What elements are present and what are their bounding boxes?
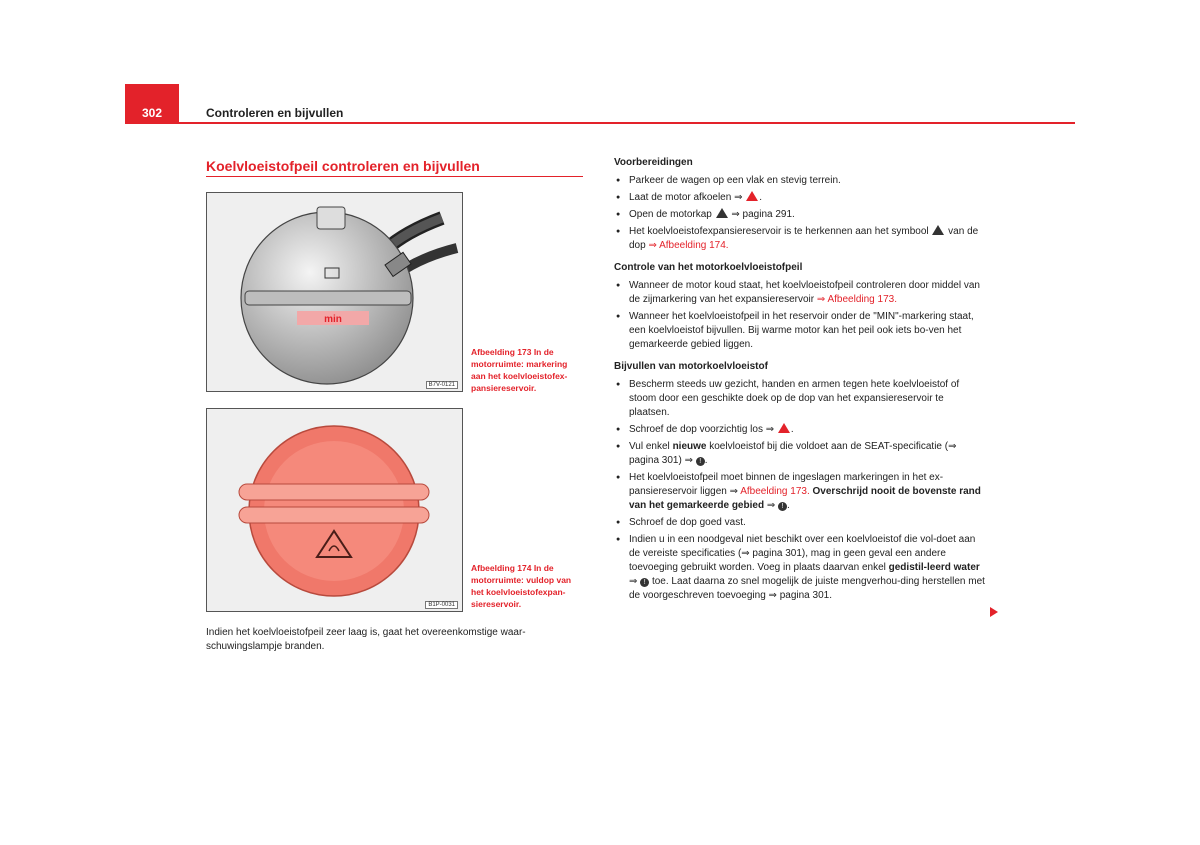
- page-number: 302: [141, 106, 163, 120]
- figure-174-link[interactable]: ⇒ Afbeelding 174.: [648, 240, 729, 251]
- hot-coolant-symbol-icon: [932, 225, 944, 235]
- filler-cap-illustration: [207, 409, 462, 611]
- list-item: ● Schroef de dop goed vast.: [614, 516, 986, 530]
- continue-arrow-icon: [990, 607, 998, 617]
- section-rule: [206, 176, 583, 177]
- list-item: ● Laat de motor afkoelen ⇒ .: [614, 191, 986, 205]
- figure-174: [206, 408, 463, 612]
- section-title: Koelvloeistofpeil controleren en bijvullen: [206, 158, 480, 174]
- list-item: ● Parkeer de wagen op een vlak en stevig terrein.: [614, 174, 986, 188]
- warning-icon: [716, 208, 728, 218]
- expansion-tank-illustration: [207, 193, 462, 391]
- min-marking-label: min: [324, 314, 342, 325]
- right-column: [614, 156, 986, 603]
- list-item: ● Open de motorkap ⇒ pagina 291.: [614, 208, 986, 222]
- list-item: ● Het koelvloeistofpeil moet binnen de ingeslagen markeringen in het ex-pansiereservoir liggen ⇒ Afbeelding 173. Overschrijd nooit de bovenste rand van het gemarkeerde gebied ⇒ ! .: [614, 471, 986, 513]
- running-title: Controleren en bijvullen: [206, 106, 344, 120]
- heading-refill-coolant: Bijvullen van motorkoelvloeistof: [614, 361, 768, 372]
- figure-173-caption: Afbeelding 173 In de motorruimte: markering aan het koelvloeistofex-pansiereservoir.: [471, 347, 568, 393]
- list-item: ● Wanneer de motor koud staat, het koelvloeistofpeil controleren door middel van de zijmarkering van het expansiereservoir ⇒ Afbeelding 173.: [614, 279, 986, 307]
- heading-check-coolant: Controle van het motorkoelvloeistofpeil: [614, 262, 803, 273]
- figure-173-link[interactable]: ⇒ Afbeelding 173.: [816, 294, 897, 305]
- warning-icon: [778, 423, 790, 433]
- note-icon: !: [640, 578, 649, 587]
- note-icon: !: [778, 502, 787, 511]
- list-item: ● Bescherm steeds uw gezicht, handen en armen tegen hete koelvloeistof of stoom door een geschikte doek op de dop van het expansiereservoir te plaatsen.: [614, 378, 986, 420]
- header-rule: [125, 122, 1075, 124]
- figure-173: [206, 192, 463, 392]
- figure-code: B7V-0121: [426, 381, 458, 389]
- list-item: ● Het koelvloeistofexpansiereservoir is te herkennen aan het symbool van de dop ⇒ Afbeelding 174.: [614, 225, 986, 253]
- left-paragraph: Indien het koelvloeistofpeil zeer laag is, gaat het overeenkomstige waar-schuwingslampje branden.: [206, 627, 526, 652]
- heading-preparations: Voorbereidingen: [614, 157, 693, 168]
- list-item: ● Schroef de dop voorzichtig los ⇒ .: [614, 423, 986, 437]
- list-item: ● Indien u in een noodgeval niet beschikt over een koelvloeistof die vol-doet aan de vereiste specificaties (⇒ pagina 301), mag in geen geval een andere toevoeging gebruikt worden. Voeg in plaats daarvan enkel gedistil-leerd water ⇒ ! toe. Laat daarna zo snel mogelijk de juiste mengverhou-ding herstellen met de voorgeschreven toevoeging ⇒ pagina 301.: [614, 533, 986, 603]
- list-item: ● Wanneer het koelvloeistofpeil in het reservoir onder de "MIN"-markering staat, een koelvloeistof bijvullen. Bij warme motor kan het peil ook iets bo-ven het gemarkeerde gebied liggen.: [614, 310, 986, 352]
- figure-174-caption: Afbeelding 174 In de motorruimte: vuldop van het koelvloeistofexpan-siereservoir.: [471, 563, 572, 609]
- list-item: ● Vul enkel nieuwe koelvloeistof bij die voldoet aan de SEAT-specificatie (⇒ pagina 301) ⇒ ! .: [614, 440, 986, 468]
- warning-icon: [746, 191, 758, 201]
- figure-173-link[interactable]: Afbeelding 173.: [740, 486, 810, 497]
- figure-code: B1P-0031: [425, 601, 458, 609]
- note-icon: !: [696, 457, 705, 466]
